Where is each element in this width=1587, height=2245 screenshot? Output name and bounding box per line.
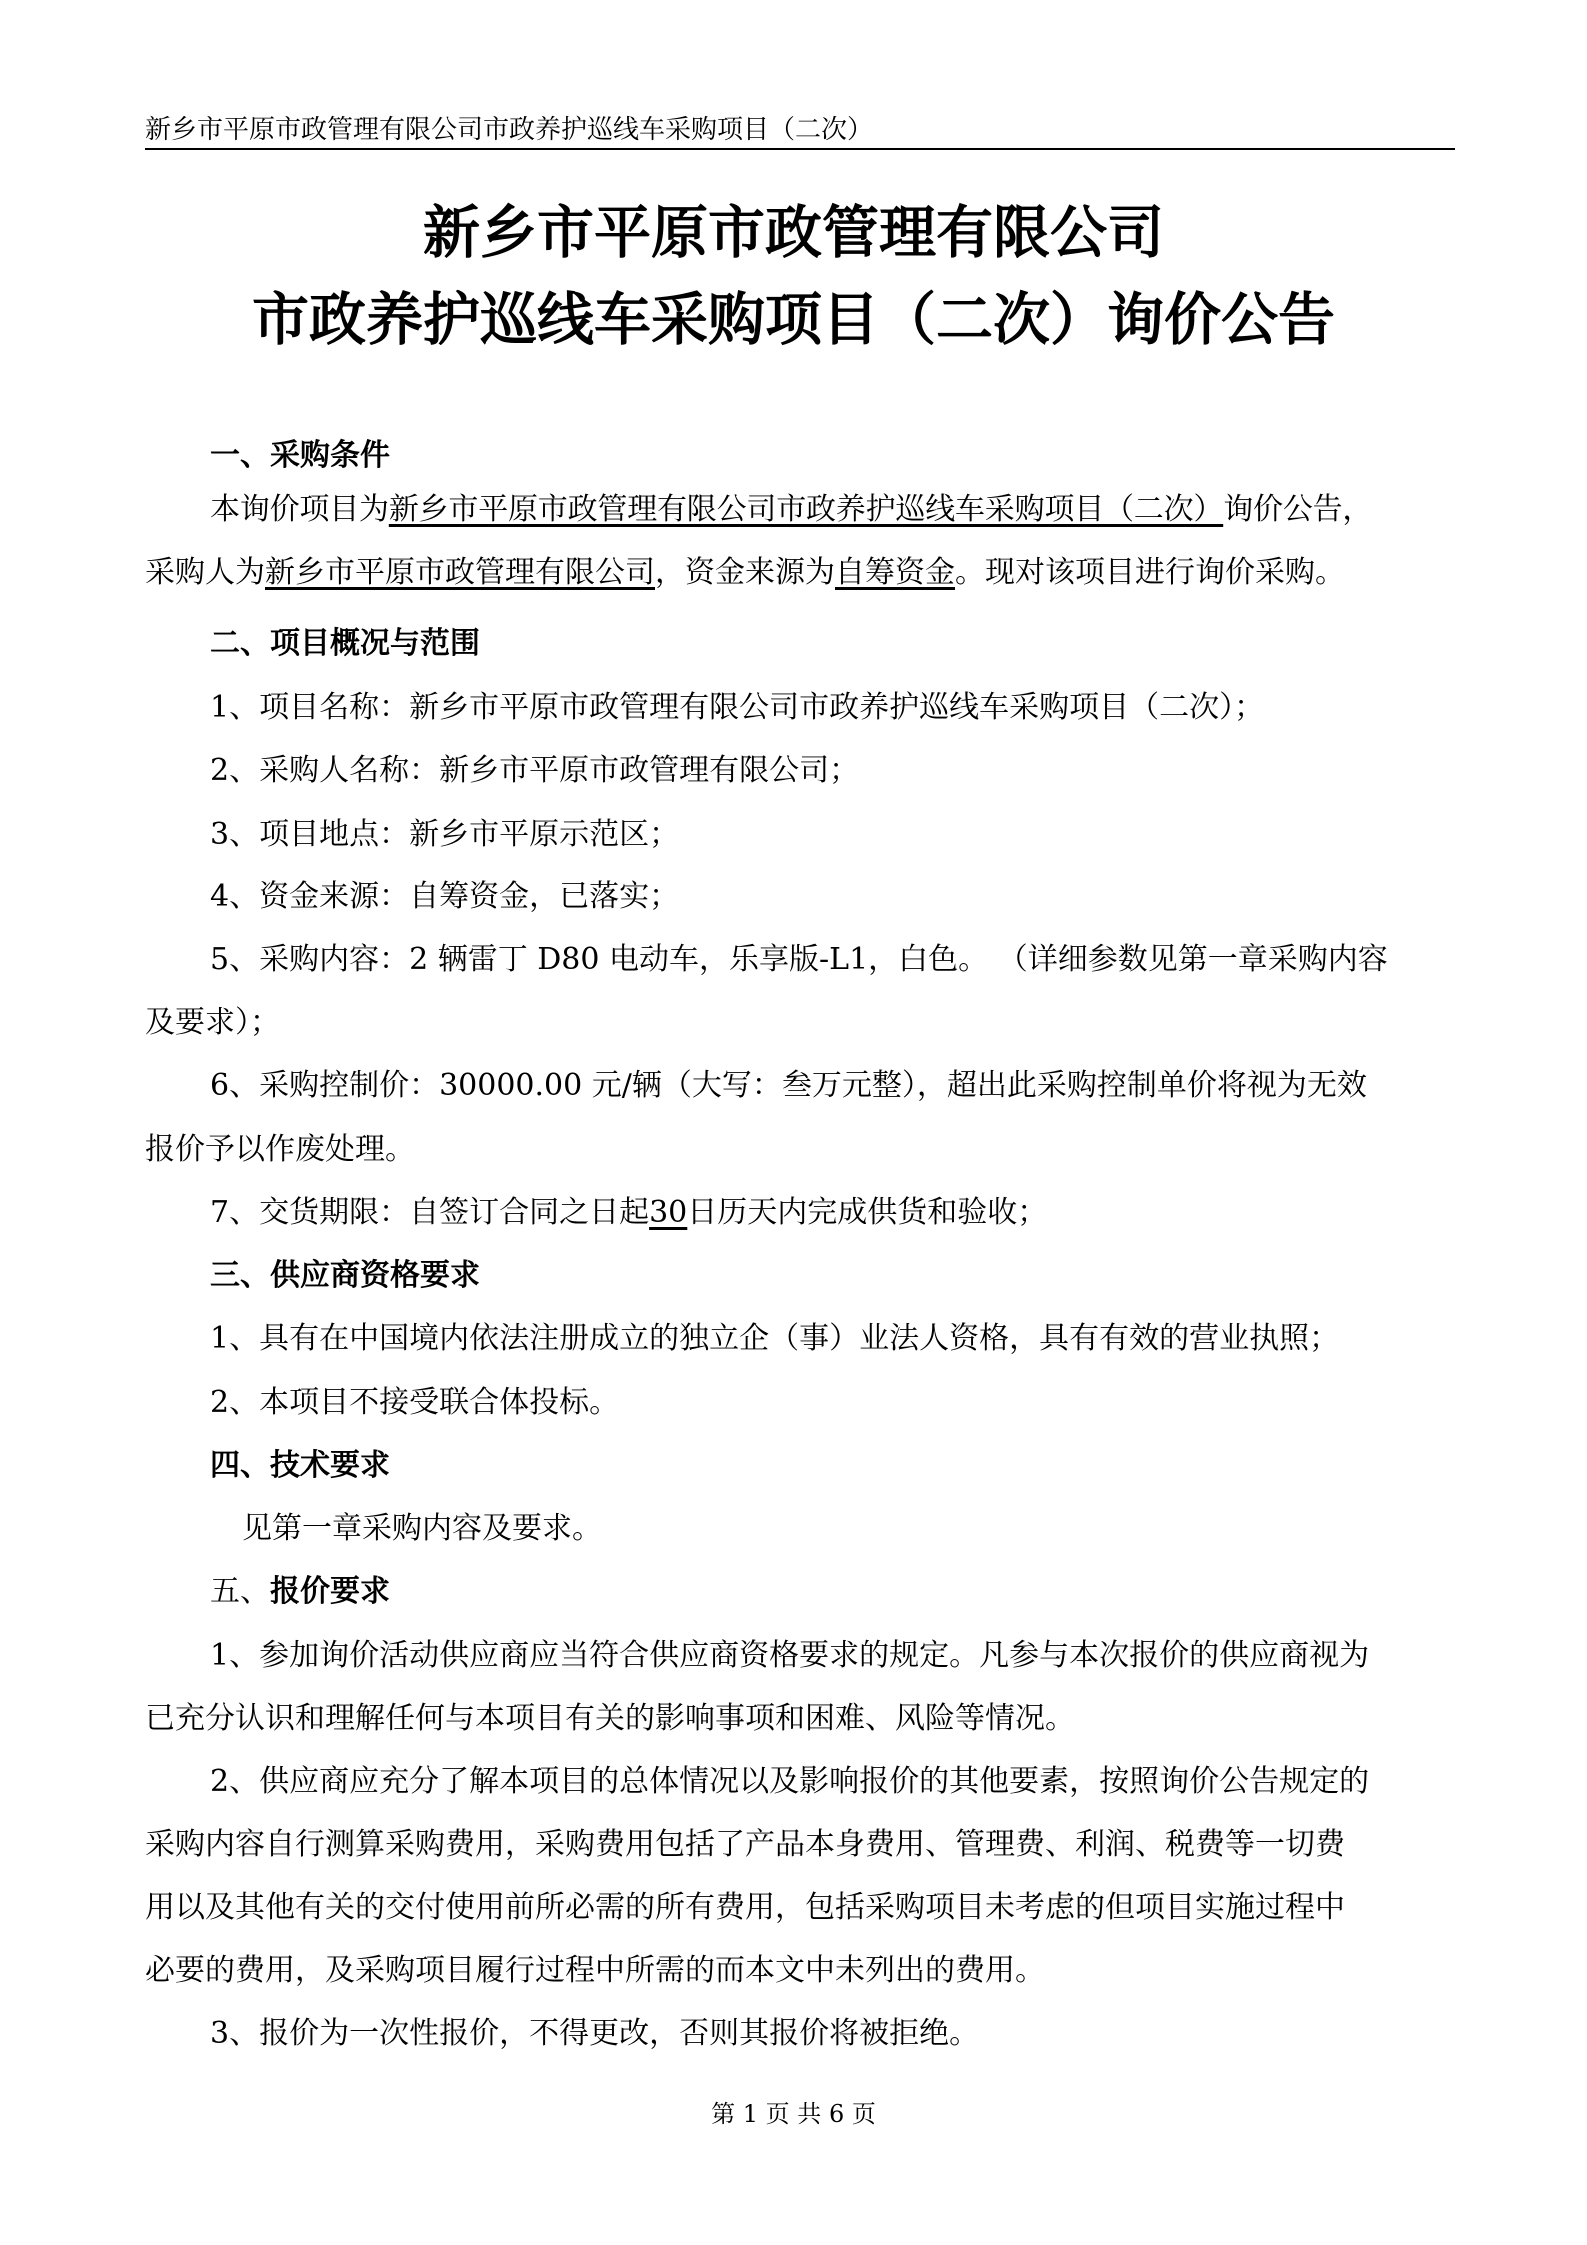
section-5-item-2-line-2: 采购内容自行测算采购费用，采购费用包括了产品本身费用、管理费、利润、税费等一切费 xyxy=(145,1827,1345,1862)
section-1-paragraph-line-1 xyxy=(210,490,1372,530)
section-5-item-3: 3、报价为一次性报价，不得更改，否则其报价将被拒绝。 xyxy=(210,2016,980,2051)
section-5-heading xyxy=(210,1572,390,1612)
section-1-paragraph-line-2 xyxy=(145,553,1345,593)
section-2-item-7 xyxy=(210,1193,1047,1233)
section-5-item-2-line-4: 必要的费用，及采购项目履行过程中所需的而本文中未列出的费用。 xyxy=(145,1953,1045,1988)
section-1-heading: 一、采购条件 xyxy=(210,438,390,473)
section-4-text: 见第一章采购内容及要求。 xyxy=(242,1511,602,1546)
section-3-heading: 三、供应商资格要求 xyxy=(210,1258,480,1293)
paragraph-text: 7、交货期限：自签订合同之日起 xyxy=(210,1195,650,1230)
project-name-underlined: 新乡市平原市政管理有限公司市政养护巡线车采购项目（二次） xyxy=(388,492,1224,527)
paragraph-text: 。现对该项目进行询价采购。 xyxy=(955,555,1345,590)
page-number-footer: 第 1 页 共 6 页 xyxy=(711,2100,876,2128)
section-2-heading: 二、项目概况与范围 xyxy=(210,626,480,661)
section-2-item-1: 1、项目名称：新乡市平原市政管理有限公司市政养护巡线车采购项目（二次）； xyxy=(210,690,1265,725)
section-3-item-1: 1、具有在中国境内依法注册成立的独立企（事）业法人资格，具有有效的营业执照； xyxy=(210,1321,1340,1356)
paragraph-text: 本询价项目为 xyxy=(210,492,389,527)
paragraph-text: 日历天内完成供货和验收； xyxy=(687,1195,1048,1230)
section-5-item-2-line-3: 用以及其他有关的交付使用前所必需的所有费用，包括采购项目未考虑的但项目实施过程中 xyxy=(145,1890,1345,1925)
section-2-item-5-line-2: 及要求）； xyxy=(145,1005,280,1040)
section-2-item-3: 3、项目地点：新乡市平原示范区； xyxy=(210,817,680,852)
section-5-item-1-line-1: 1、参加询价活动供应商应当符合供应商资格要求的规定。凡参与本次报价的供应商视为 xyxy=(210,1638,1370,1673)
paragraph-text: ，资金来源为 xyxy=(655,555,835,590)
section-5-item-2-line-1: 2、供应商应充分了解本项目的总体情况以及影响报价的其他要素，按照询价公告规定的 xyxy=(210,1764,1370,1799)
document-title-line-2: 市政养护巡线车采购项目（二次）询价公告 xyxy=(252,287,1335,353)
purchaser-underlined: 新乡市平原市政管理有限公司 xyxy=(265,555,655,590)
section-4-heading: 四、技术要求 xyxy=(210,1448,390,1483)
section-2-item-5-line-1: 5、采购内容：2 辆雷丁 D80 电动车，乐享版-L1，白色。 （详细参数见第一章采购内容 xyxy=(210,942,1388,977)
section-5-heading-number: 五、 xyxy=(210,1574,270,1609)
document-title-line-1: 新乡市平原市政管理有限公司 xyxy=(423,200,1164,266)
section-2-item-6-line-2: 报价予以作废处理。 xyxy=(145,1132,415,1167)
section-2-item-4: 4、资金来源：自筹资金，已落实； xyxy=(210,879,680,914)
section-2-item-2: 2、采购人名称：新乡市平原市政管理有限公司； xyxy=(210,753,860,788)
paragraph-text: 采购人为 xyxy=(145,555,265,590)
delivery-days-underlined: 30 xyxy=(649,1195,688,1230)
section-3-item-2: 2、本项目不接受联合体投标。 xyxy=(210,1385,620,1420)
section-5-heading-text: 报价要求 xyxy=(270,1574,390,1609)
running-header: 新乡市平原市政管理有限公司市政养护巡线车采购项目（二次） xyxy=(145,112,1455,150)
paragraph-text: 询价公告， xyxy=(1223,492,1373,527)
section-5-item-1-line-2: 已充分认识和理解任何与本项目有关的影响事项和困难、风险等情况。 xyxy=(145,1701,1075,1736)
section-2-item-6-line-1: 6、采购控制价：30000.00 元/辆（大写：叁万元整），超出此采购控制单价将视为无效 xyxy=(210,1068,1367,1103)
fund-source-underlined: 自筹资金 xyxy=(835,555,955,590)
